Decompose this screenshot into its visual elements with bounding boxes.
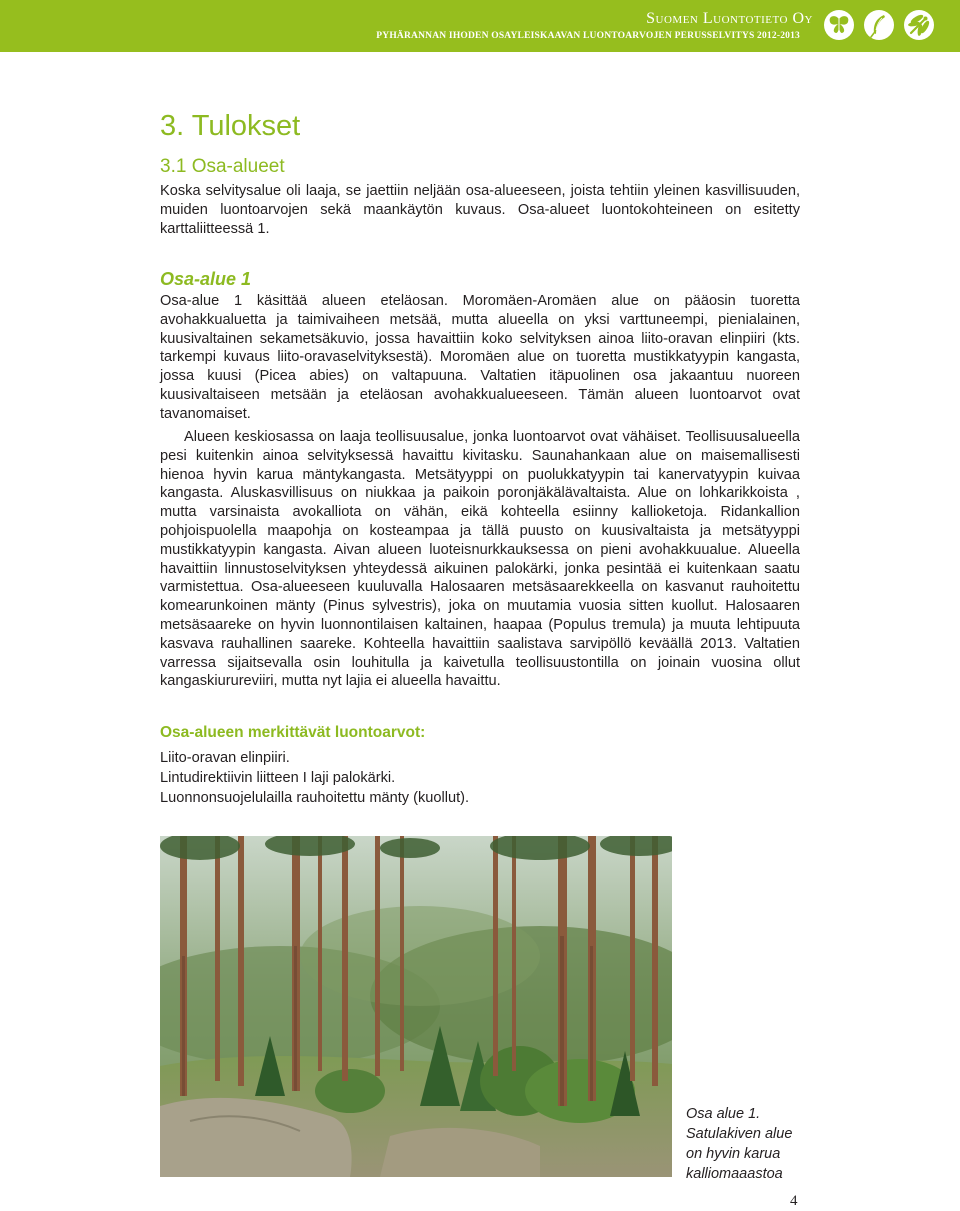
caption-line: Osa alue 1. [686,1106,761,1122]
report-title: PYHÄRANNAN IHODEN OSAYLEISKAAVAN LUONTOARVOJEN PERUSSELVITYS 2012-2013 [376,31,800,41]
list-item: Luonnonsuojelulailla rauhoitettu mänty (kuollut). [160,789,470,806]
dragonfly-icon [903,9,935,41]
list-item: Liito-oravan elinpiiri. [160,750,290,766]
caption-line: Satulakiven alue [686,1126,793,1142]
butterfly-icon [823,9,855,41]
chapter-title: 3. Tulokset [160,110,301,142]
intro-paragraph: Koska selvitysalue oli laaja, se jaettiin neljään osa-alueeseen, joista tehtiin yleinen kasvillisuuden, muiden luontoarvojen sekä maankäytön kuvaus. Osa-alueet luontokohteineen on esitetty karttaliitteessä 1. [160,183,800,237]
pine-forest-photo [160,836,672,1177]
header-bar [0,0,960,52]
subsection-title: Osa-alue 1 [160,269,252,289]
values-heading: Osa-alueen merkittävät luontoarvot: [160,724,426,741]
section-title: 3.1 Osa-alueet [160,156,285,177]
bird-feather-icon [863,9,895,41]
values-list [160,749,469,808]
page-number: 4 [790,1193,798,1209]
list-item: Lintudirektiivin liitteen I laji palokärki. [160,769,396,786]
caption-line: kalliomaaastoa [686,1166,783,1182]
caption-line: on hyvin karua [686,1146,781,1162]
organization-name: Suomen Luontotieto Oy [646,10,813,27]
photo-caption [686,1104,826,1184]
body-paragraph: Alueen keskiosassa on laaja teollisuusalue, jonka luontoarvot ovat vähäiset. Teollisuusalueella pesi kuitenkin ainoa selvityksessä havaittu kivitasku. Saunahankaan alue on maisemallisesti hienoa hyvin karua mäntykangasta. Metsätyyppi on puolukkatyypin tai kanervatyypin kuivaa kangasta. Aluskasvillisuus on niukkaa ja paikoin poronjäkälävaltaista. Alue on lohkarikkoista , mutta varsinaista avokalliota on vähän, eikä kohteella esiinny kallioketoja. Ridankallion pohjoispuolella maapohja on kosteampaa ja tällä puusto on kuusivaltaista ja metsätyyppi mustikkatyypin kangasta. Aivan alueen luoteisnurkkauksessa on pieni avohakkuualue. Alueella havaittiin linnustoselvityksen yhteydessä aikuinen palokärki, jonka pesintää ei kuitenkaan saatu varmistettua. Osa-alueeseen kuuluvalla Halosaaren metsäsaarekkeella on kasvanut rauhoitettu komearunkoinen mänty (Pinus sylvestris), joka on muutamia vuosia sitten kuollut. Halosaaren metsäsaareke on hyvin luonnontilaisen kaltainen, haapaa (Populus tremula) ja muuta lehtipuuta kasvava rauhallinen saareke. Kohteella havaittiin saalistava sarvipöllö keväällä 2013. Valtatien varressa sijaitsevalla osin louhitulla ja kaivetulla teollisuustontilla on joinain vuosina ollut kangaskiurureviiri, mutta nyt lajia ei alueella havaittu. [160,429,800,690]
body-paragraph: Osa-alue 1 käsittää alueen eteläosan. Moromäen-Aromäen alue on pääosin tuoretta avohakkualuetta ja taimivaiheen metsää, mutta alueella on yksi varttuneempi, pienialainen, kuusivaltainen sekametsäkuvio, jossa havaittiin koko selvityksen ainoa liito-oravan elinpiiri (kts. tarkempi kuvaus liito-oravaselvityksestä). Moromäen alue on tuoretta mustikkatyypin kangasta, jossa kuusi (Picea abies) on valtapuuna. Valtatien itäpuolinen osa jakaantuu nuoreen kuusivaltaiseen metsään ja eteläosan avohakkualueeseen. Tämän alueen luontoarvot ovat tavanomaiset. [160,293,800,422]
